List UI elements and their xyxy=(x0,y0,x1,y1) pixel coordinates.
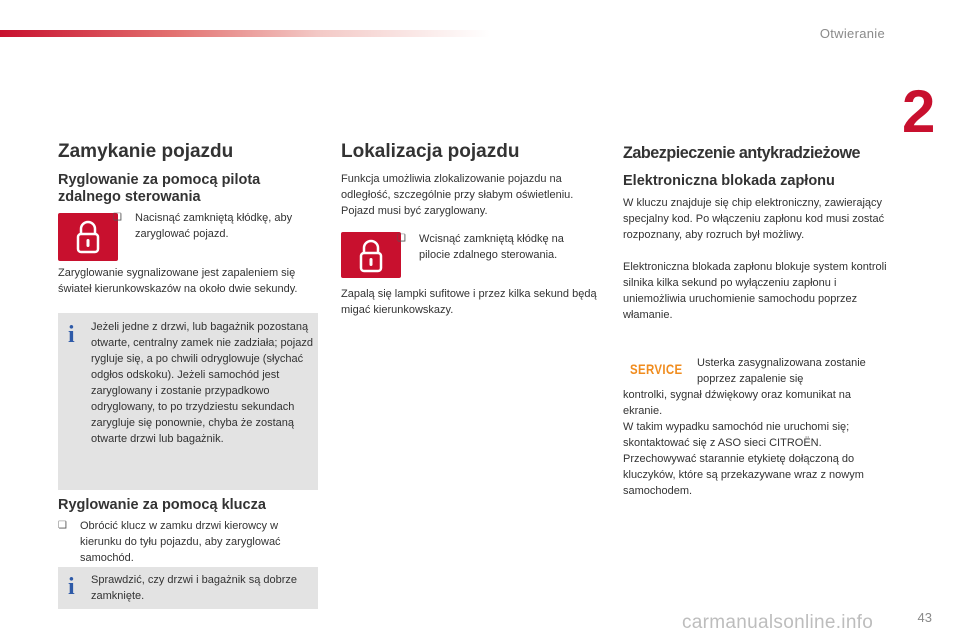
fault-action-text: W takim wypadku samochód nie uruchomi się; skontaktować się z ASO sieci CITROËN. xyxy=(623,421,850,449)
key-label-text: Przechowywać starannie etykietę dołączoną do kluczyków, które są przekazywane wraz z nowym samochodem. xyxy=(623,453,864,497)
immobiliser-function-text: Elektroniczna blokada zapłonu blokuje system kontroli silnika kilka sekund po wyłączeniu zapłonu i uniemożliwia uruchomienie samochodu poprzez włamanie. xyxy=(623,261,887,321)
service-warning-icon: SERVICE xyxy=(630,361,683,377)
locating-description: Funkcja umożliwia zlokalizowanie pojazdu na odległość, szczególnie przy słabym oświetleniu. Pojazd musi być zaryglowany. xyxy=(341,173,574,217)
checkbox-bullet-icon: ❏ xyxy=(58,520,67,531)
key-lock-step xyxy=(58,518,313,566)
lock-button-illustration xyxy=(58,213,118,261)
anti-theft-title: Zabezpieczenie antykradzieżowe xyxy=(623,143,861,162)
info-panel-doors-open xyxy=(58,313,318,490)
immobiliser-heading: Elektroniczna blokada zapłonu xyxy=(623,173,835,189)
chapter-number: 2 xyxy=(902,78,936,145)
info-icon: i xyxy=(68,322,75,348)
locate-step-text: Wcisnąć zamkniętą kłódkę na pilocie zdalnego sterowania. xyxy=(419,233,564,261)
locate-step xyxy=(397,231,597,263)
info-icon: i xyxy=(68,574,75,600)
fault-signal-text-start: Usterka zasygnalizowana zostanie poprzez zapalenie się xyxy=(697,357,866,385)
remote-locking-heading: Ryglowanie za pomocą pilota zdalnego sterowania xyxy=(58,172,261,205)
remote-lock-step xyxy=(113,210,318,242)
fault-signal-text-rest: kontrolki, sygnał dźwiękowy oraz komunikat na ekranie. xyxy=(623,389,852,417)
locking-title: Zamykanie pojazdu xyxy=(58,141,234,162)
page-number: 43 xyxy=(917,610,932,625)
key-locking-heading: Ryglowanie za pomocą klucza xyxy=(58,497,266,513)
lock-button-illustration xyxy=(341,232,401,278)
padlock-closed-icon xyxy=(76,219,100,255)
locating-title: Lokalizacja pojazdu xyxy=(341,141,520,162)
info-doors-open-text: Jeżeli jedne z drzwi, lub bagażnik pozostaną otwarte, centralny zamek nie zadziała; pojazd rygluje się, a po chwili odryglowuje (słychać odgłos odskoku). Jeżeli samochód jest zaryglowany i zostanie przypadkowo odryglowany, to po trzydziestu sekundach zarygluje się ponownie, chyba że zostaną otwarte drzwi lub bagażnik. xyxy=(91,321,313,445)
header-accent-bar xyxy=(0,30,490,37)
key-lock-step-text: Obrócić klucz w zamku drzwi kierowcy w kierunku do tyłu pojazdu, aby zaryglować samochód. xyxy=(80,520,281,564)
watermark: carmanualsonline.info xyxy=(682,612,874,633)
immobiliser-description: W kluczu znajduje się chip elektroniczny, zawierający specjalny kod. Po włączeniu zapłonu kod musi zostać rozpoznany, aby rozruch był możliwy. xyxy=(623,197,885,241)
info-panel-check-doors xyxy=(58,567,318,609)
remote-lock-step-text: Nacisnąć zamkniętą kłódkę, aby zaryglować pojazd. xyxy=(135,212,293,240)
checkbox-bullet-icon: ❏ xyxy=(397,233,406,244)
info-check-doors-text: Sprawdzić, czy drzwi i bagażnik są dobrze zamknięte. xyxy=(91,574,298,602)
padlock-closed-icon xyxy=(359,238,383,274)
checkbox-bullet-icon: ❏ xyxy=(113,212,122,223)
locating-result-text: Zapalą się lampki sufitowe i przez kilka sekund będą migać kierunkowskazy. xyxy=(341,288,597,316)
section-title: Otwieranie xyxy=(819,26,885,41)
lock-signal-text: Zaryglowanie sygnalizowane jest zapaleniem się świateł kierunkowskazów na około dwie sekundy. xyxy=(58,267,298,295)
